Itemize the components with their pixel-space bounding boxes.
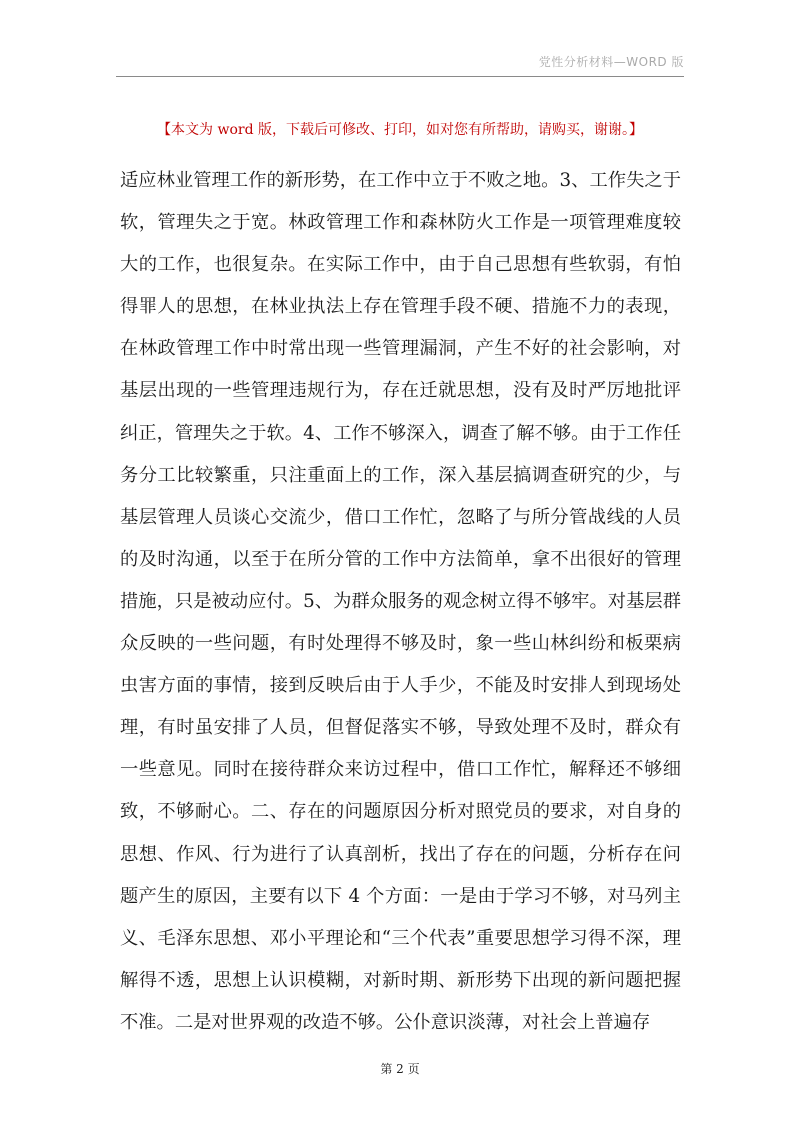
document-header-title: 党性分析材料—WORD 版 [538, 55, 684, 69]
header-divider [116, 76, 684, 77]
download-notice: 【本文为 word 版，下载后可修改、打印，如对您有所帮助，请购买，谢谢。】 [157, 122, 643, 138]
body-paragraph: 适应林业管理工作的新形势，在工作中立于不败之地。3、工作失之于软，管理失之于宽。林政管理工作和森林防火工作是一项管理难度较大的工作，也很复杂。在实际工作中，由于自己思想有些软弱，有怕得罪人的思想，在林业执法上存在管理手段不硬、措施不力的表现，在林政管理工作中时常出现一些管理漏洞，产生不好的社会影响，对基层出现的一些管理违规行为，存在迁就思想，没有及时严厉地批评纠正，管理失之于软。4、工作不够深入，调查了解不够。由于工作任务分工比较繁重，只注重面上的工作，深入基层搞调查研究的少，与基层管理人员谈心交流少，借口工作忙，忽略了与所分管战线的人员的及时沟通，以至于在所分管的工作中方法简单，拿不出很好的管理措施，只是被动应付。5、为群众服务的观念树立得不够牢。对基层群众反映的一些问题，有时处理得不够及时，象一些山林纠纷和板栗病虫害方面的事情，接到反映后由于人手少，不能及时安排人到现场处理，有时虽安排了人员，但督促落实不够，导致处理不及时，群众有一些意见。同时在接待群众来访过程中，借口工作忙，解释还不够细致，不够耐心。二、存在的问题原因分析对照党员的要求，对自身的思想、作风、行为进行了认真剖析，找出了存在的问题，分析存在问题产生的原因，主要有以下 4 个方面：一是由于学习不够，对马列主义、毛泽东思想、邓小平理论和“三个代表”重要思想学习得不深，理解得不透，思想上认识模糊，对新时期、新形势下出现的新问题把握不准。二是对世界观的改造不够。公仆意识淡薄，对社会上普遍存 [120, 170, 681, 1033]
page-number: 第 2 页 [380, 1062, 420, 1076]
